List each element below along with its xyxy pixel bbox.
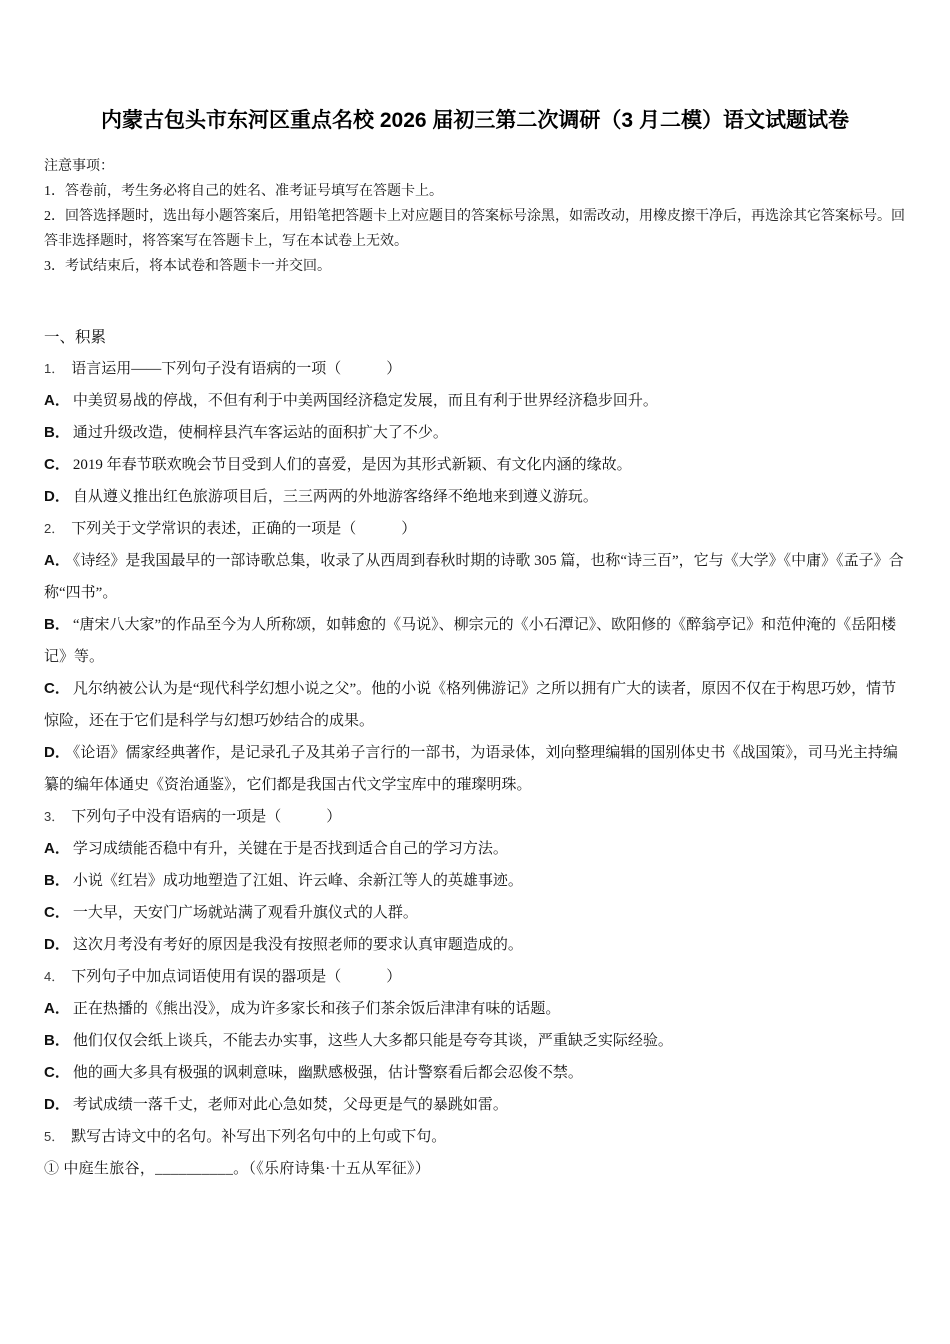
option-label: D． xyxy=(44,488,70,506)
option-text: 《论语》儒家经典著作，是记录孔子及其弟子言行的一部书，为语录体，刘向整理编辑的国别体史书《战国策》，司马光主持编纂的编年体通史《资治通鉴》，它们都是我国古代文学宝库中的璀璨明珠。 xyxy=(44,745,898,794)
option-text: 凡尔纳被公认为是“现代科学幻想小说之父”。他的小说《格列佛游记》之所以拥有广大的读者，原因不仅在于构思巧妙，情节惊险，还在于它们是科学与幻想巧妙结合的成果。 xyxy=(44,681,897,730)
option-label: D． xyxy=(44,744,70,762)
option xyxy=(44,737,906,801)
option-text: 一大早，天安门广场就站满了观看升旗仪式的人群。 xyxy=(72,905,418,922)
option-text: 他们仅仅会纸上谈兵，不能去办实事，这些人大多都只能是夸夸其谈，严重缺乏实际经验。 xyxy=(72,1033,673,1050)
option-text: 学习成绩能否稳中有升，关键在于是否找到适合自己的学习方法。 xyxy=(72,841,508,858)
question-number: 3． xyxy=(44,809,65,825)
question-stem xyxy=(44,353,906,385)
option-label: C． xyxy=(44,1064,70,1082)
notice-item: 2．回答选择题时，选出每小题答案后，用铅笔把答题卡上对应题目的答案标号涂黑，如需改动，用橡皮擦干净后，再选涂其它答案标号。回答非选择题时，将答案写在答题卡上，写在本试卷上无效。 xyxy=(44,209,905,250)
option-label: D． xyxy=(44,936,70,954)
notice-item: 3．考试结束后，将本试卷和答题卡一并交回。 xyxy=(44,259,331,275)
option-text: 小说《红岩》成功地塑造了江姐、许云峰、余新江等人的英雄事迹。 xyxy=(72,873,523,890)
page-title: 内蒙古包头市东河区重点名校 2026 届初三第二次调研（3 月二模）语文试题试卷 xyxy=(101,109,849,132)
option-label: B． xyxy=(44,424,70,442)
option xyxy=(44,1057,906,1089)
question xyxy=(44,513,906,801)
option xyxy=(44,929,906,961)
option-text: “唐宋八大家”的作品至今为人所称颂，如韩愈的《马说》、柳宗元的《小石潭记》、欧阳修的《醉翁亭记》和范仲淹的《岳阳楼记》等。 xyxy=(44,617,897,666)
question-stem xyxy=(44,513,906,545)
section-heading: 一、积累 xyxy=(44,329,107,347)
question xyxy=(44,353,906,513)
option-label: D． xyxy=(44,1096,70,1114)
notice-item: 1．答卷前，考生务必将自己的姓名、准考证号填写在答题卡上。 xyxy=(44,184,443,200)
option xyxy=(44,833,906,865)
option xyxy=(44,449,906,481)
option-text: 他的画大多具有极强的讽刺意味，幽默感极强，估计警察看后都会忍俊不禁。 xyxy=(72,1065,583,1082)
option xyxy=(44,1089,906,1121)
option-label: A． xyxy=(44,392,70,410)
question-stem xyxy=(44,961,906,993)
notice-heading: 注意事项： xyxy=(44,159,114,175)
question-number: 2． xyxy=(44,521,65,537)
option-label: C． xyxy=(44,680,70,698)
option-text: 中美贸易战的停战，不但有利于中美两国经济稳定发展，而且有利于世界经济稳步回升。 xyxy=(72,393,658,410)
option-label: A． xyxy=(44,1000,70,1018)
option-text: 2019 年春节联欢晚会节目受到人们的喜爱，是因为其形式新颖、有文化内涵的缘故。 xyxy=(72,457,632,474)
option-label: C． xyxy=(44,456,70,474)
question-stem-text: 下列句子中没有语病的一项是（ ） xyxy=(71,809,342,826)
question xyxy=(44,961,906,1121)
option xyxy=(44,673,906,737)
notice-section xyxy=(44,154,906,279)
option-text: 正在热播的《熊出没》，成为许多家长和孩子们茶余饭后津津有味的话题。 xyxy=(72,1001,561,1018)
question-stem-text: 下列句子中加点词语使用有误的器项是（ ） xyxy=(71,969,402,986)
question-stem xyxy=(44,1121,906,1153)
question-stem-text: 语言运用——下列句子没有语病的一项（ ） xyxy=(71,361,402,378)
option xyxy=(44,865,906,897)
option xyxy=(44,1025,906,1057)
question xyxy=(44,801,906,961)
option-text: 自从遵义推出红色旅游项目后，三三两两的外地游客络绎不绝地来到遵义游玩。 xyxy=(72,489,598,506)
question-number: 1． xyxy=(44,361,65,377)
option-text: 《诗经》是我国最早的一部诗歌总集，收录了从西周到春秋时期的诗歌 305 篇，也称“诗三百”，它与《大学》《中庸》《孟子》合称“四书”。 xyxy=(44,553,904,602)
option-text: 通过升级改造，使桐梓县汽车客运站的面积扩大了不少。 xyxy=(72,425,448,442)
question-number: 5． xyxy=(44,1129,65,1145)
option xyxy=(44,417,906,449)
option-label: A． xyxy=(44,552,70,570)
question-stem-text: 下列关于文学常识的表述，正确的一项是（ ） xyxy=(71,521,417,538)
question-number: 4． xyxy=(44,969,65,985)
option-label: C． xyxy=(44,904,70,922)
option xyxy=(44,609,906,673)
option-label: A． xyxy=(44,840,70,858)
option-label: B． xyxy=(44,872,70,890)
question-stem-text: 默写古诗文中的名句。补写出下列名句中的上句或下句。 xyxy=(71,1129,447,1146)
option xyxy=(44,897,906,929)
option xyxy=(44,385,906,417)
option xyxy=(44,993,906,1025)
option xyxy=(44,545,906,609)
question xyxy=(44,1121,906,1185)
option-text: 这次月考没有考好的原因是我没有按照老师的要求认真审题造成的。 xyxy=(72,937,523,954)
option-label: B． xyxy=(44,1032,70,1050)
option-label: B． xyxy=(44,616,70,634)
question-stem xyxy=(44,801,906,833)
option xyxy=(44,481,906,513)
question-subline: ① 中庭生旅谷，__________。（《乐府诗集·十五从军征》） xyxy=(44,1161,431,1178)
option-text: 考试成绩一落千丈，老师对此心急如焚，父母更是气的暴跳如雷。 xyxy=(72,1097,508,1114)
questions xyxy=(44,353,906,1185)
